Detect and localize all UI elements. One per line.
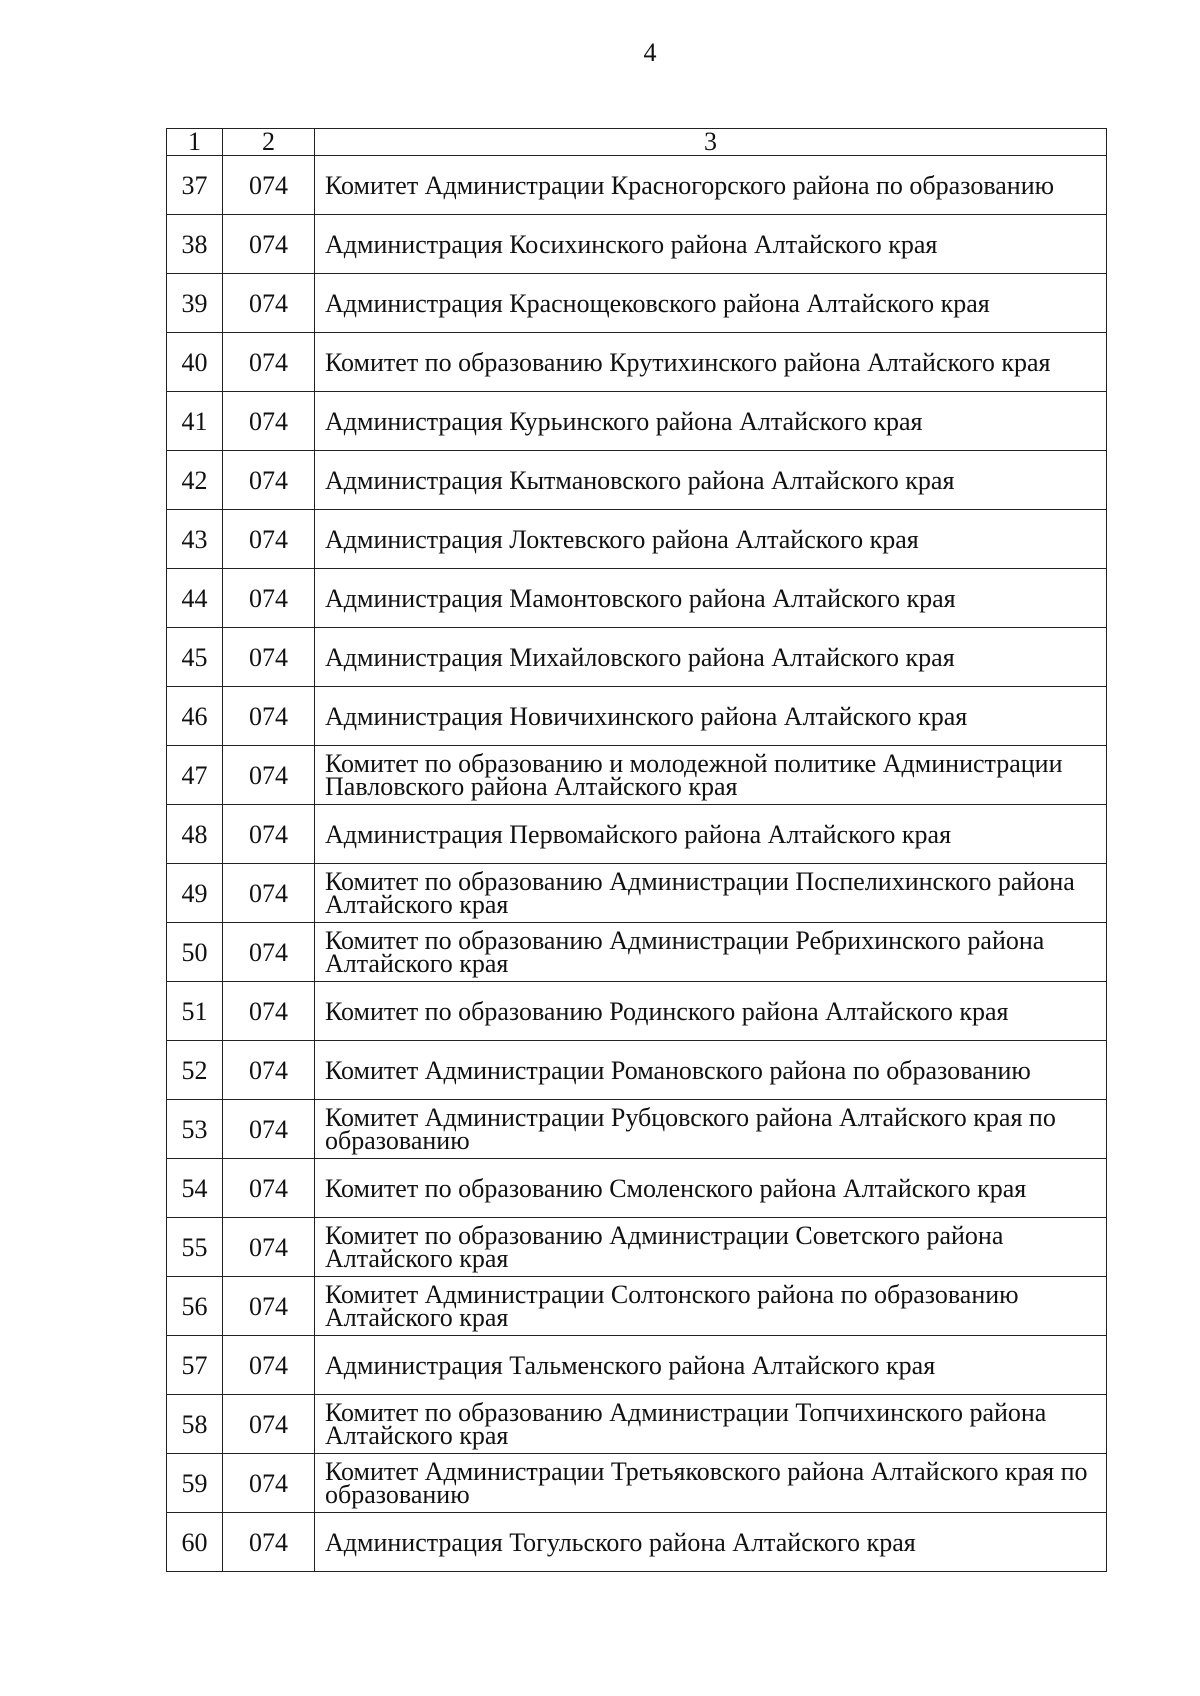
row-code-cell: 074 — [223, 628, 315, 687]
table-row — [167, 1513, 1107, 1572]
table-row — [167, 687, 1107, 746]
row-number-cell: 49 — [167, 864, 223, 923]
row-code-cell: 074 — [223, 569, 315, 628]
table-row — [167, 923, 1107, 982]
row-number-cell: 47 — [167, 746, 223, 805]
row-number-cell: 48 — [167, 805, 223, 864]
table-row — [167, 215, 1107, 274]
row-number-cell: 53 — [167, 1100, 223, 1159]
row-number-cell: 51 — [167, 982, 223, 1041]
row-number-cell: 55 — [167, 1218, 223, 1277]
row-code-cell: 074 — [223, 156, 315, 215]
row-name-cell: Комитет по образованию Администрации Топчихинского района Алтайского края — [315, 1395, 1107, 1454]
table-row — [167, 569, 1107, 628]
row-name-cell: Администрация Локтевского района Алтайского края — [315, 510, 1107, 569]
organizations-table — [166, 128, 1107, 1572]
row-name-cell: Администрация Косихинского района Алтайского края — [315, 215, 1107, 274]
row-number-cell: 37 — [167, 156, 223, 215]
row-code-cell: 074 — [223, 274, 315, 333]
row-number-cell: 40 — [167, 333, 223, 392]
row-number-cell: 60 — [167, 1513, 223, 1572]
header-cell-2: 2 — [223, 129, 315, 156]
row-number-cell: 45 — [167, 628, 223, 687]
row-name-cell: Комитет Администрации Солтонского района по образованию Алтайского края — [315, 1277, 1107, 1336]
table-row — [167, 628, 1107, 687]
row-name-cell: Комитет по образованию и молодежной политике Администрации Павловского района Алтайского края — [315, 746, 1107, 805]
row-code-cell: 074 — [223, 1041, 315, 1100]
table-row — [167, 274, 1107, 333]
table-row — [167, 1336, 1107, 1395]
row-name-cell: Администрация Краснощековского района Алтайского края — [315, 274, 1107, 333]
table-row — [167, 864, 1107, 923]
row-code-cell: 074 — [223, 1277, 315, 1336]
row-code-cell: 074 — [223, 392, 315, 451]
row-code-cell: 074 — [223, 1395, 315, 1454]
row-name-cell: Комитет по образованию Родинского района Алтайского края — [315, 982, 1107, 1041]
row-name-cell: Администрация Тальменского района Алтайского края — [315, 1336, 1107, 1395]
row-code-cell: 074 — [223, 923, 315, 982]
header-cell-3: 3 — [315, 129, 1107, 156]
table-row — [167, 805, 1107, 864]
table-header-row — [167, 129, 1107, 156]
row-code-cell: 074 — [223, 451, 315, 510]
row-code-cell: 074 — [223, 805, 315, 864]
table-row — [167, 451, 1107, 510]
row-code-cell: 074 — [223, 746, 315, 805]
row-name-cell: Администрация Кытмановского района Алтайского края — [315, 451, 1107, 510]
table-row — [167, 156, 1107, 215]
row-number-cell: 56 — [167, 1277, 223, 1336]
row-name-cell: Администрация Тогульского района Алтайского края — [315, 1513, 1107, 1572]
table-row — [167, 333, 1107, 392]
row-name-cell: Комитет по образованию Крутихинского района Алтайского края — [315, 333, 1107, 392]
row-number-cell: 41 — [167, 392, 223, 451]
row-name-cell: Администрация Новичихинского района Алтайского края — [315, 687, 1107, 746]
row-name-cell: Комитет Администрации Красногорского района по образованию — [315, 156, 1107, 215]
row-name-cell: Администрация Первомайского района Алтайского края — [315, 805, 1107, 864]
row-number-cell: 57 — [167, 1336, 223, 1395]
row-name-cell: Комитет Администрации Романовского района по образованию — [315, 1041, 1107, 1100]
row-code-cell: 074 — [223, 982, 315, 1041]
table-row — [167, 1454, 1107, 1513]
table-row — [167, 510, 1107, 569]
row-number-cell: 52 — [167, 1041, 223, 1100]
row-code-cell: 074 — [223, 1100, 315, 1159]
table-row — [167, 982, 1107, 1041]
header-cell-1: 1 — [167, 129, 223, 156]
table-row — [167, 1041, 1107, 1100]
table-row — [167, 746, 1107, 805]
row-code-cell: 074 — [223, 687, 315, 746]
row-number-cell: 39 — [167, 274, 223, 333]
row-code-cell: 074 — [223, 1159, 315, 1218]
row-number-cell: 50 — [167, 923, 223, 982]
table-row — [167, 392, 1107, 451]
row-code-cell: 074 — [223, 864, 315, 923]
row-code-cell: 074 — [223, 1336, 315, 1395]
row-code-cell: 074 — [223, 1513, 315, 1572]
table-row — [167, 1100, 1107, 1159]
row-name-cell: Комитет Администрации Третьяковского района Алтайского края по образованию — [315, 1454, 1107, 1513]
row-name-cell: Комитет по образованию Администрации Советского района Алтайского края — [315, 1218, 1107, 1277]
row-name-cell: Администрация Михайловского района Алтайского края — [315, 628, 1107, 687]
row-name-cell: Комитет по образованию Смоленского района Алтайского края — [315, 1159, 1107, 1218]
table-row — [167, 1395, 1107, 1454]
row-name-cell: Администрация Мамонтовского района Алтайского края — [315, 569, 1107, 628]
row-code-cell: 074 — [223, 333, 315, 392]
row-number-cell: 46 — [167, 687, 223, 746]
row-name-cell: Комитет по образованию Администрации Поспелихинского района Алтайского края — [315, 864, 1107, 923]
row-number-cell: 38 — [167, 215, 223, 274]
row-number-cell: 59 — [167, 1454, 223, 1513]
row-code-cell: 074 — [223, 510, 315, 569]
row-code-cell: 074 — [223, 1218, 315, 1277]
row-number-cell: 44 — [167, 569, 223, 628]
row-code-cell: 074 — [223, 1454, 315, 1513]
table-row — [167, 1218, 1107, 1277]
row-name-cell: Комитет по образованию Администрации Ребрихинского района Алтайского края — [315, 923, 1107, 982]
row-number-cell: 54 — [167, 1159, 223, 1218]
row-number-cell: 42 — [167, 451, 223, 510]
row-name-cell: Комитет Администрации Рубцовского района Алтайского края по образованию — [315, 1100, 1107, 1159]
row-number-cell: 43 — [167, 510, 223, 569]
table-row — [167, 1159, 1107, 1218]
row-number-cell: 58 — [167, 1395, 223, 1454]
row-code-cell: 074 — [223, 215, 315, 274]
table-row — [167, 1277, 1107, 1336]
page-number: 4 — [643, 38, 657, 67]
row-name-cell: Администрация Курьинского района Алтайского края — [315, 392, 1107, 451]
